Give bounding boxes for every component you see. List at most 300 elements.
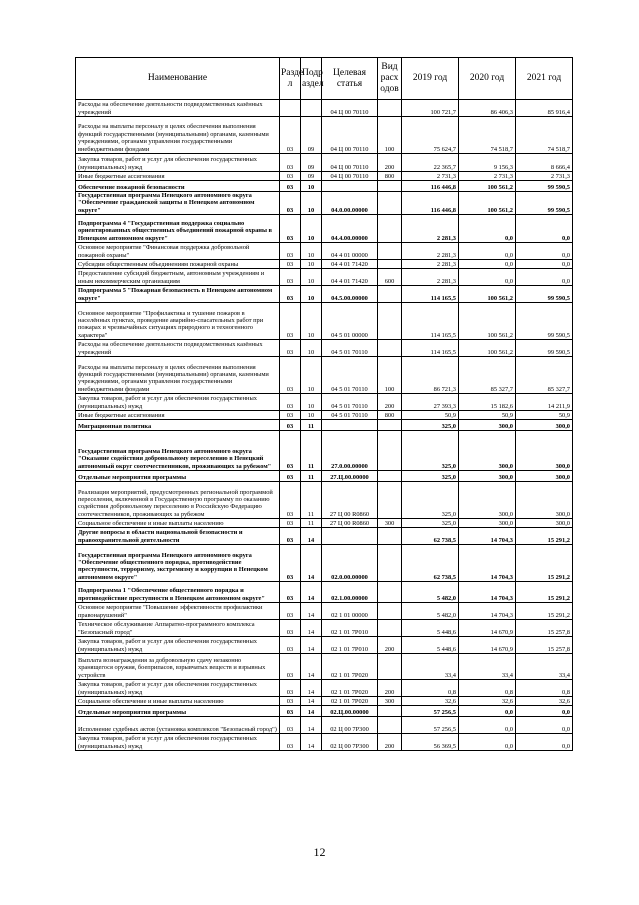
cell-subsection: 14 [301, 528, 322, 545]
cell-2019: 2 281,3 [402, 260, 459, 269]
page-number: 12 [313, 845, 326, 859]
table-row [76, 482, 573, 519]
cell-2020: 9 156,3 [459, 154, 516, 172]
table-row [76, 100, 573, 117]
cell-section: 03 [280, 519, 301, 528]
cell-2020: 14 670,9 [459, 637, 516, 654]
cell-2020: 32,6 [459, 697, 516, 706]
table-row [76, 260, 573, 269]
cell-2020: 0,0 [459, 706, 516, 717]
cell-expense-type: 200 [378, 680, 402, 697]
table-row [76, 545, 573, 582]
cell-2019: 56 369,5 [402, 734, 459, 751]
cell-2020: 100 561,2 [459, 340, 516, 357]
cell-name: Основное мероприятие "Финансовая поддержка добровольной пожарной охраны" [76, 243, 280, 260]
cell-subsection: 14 [301, 697, 322, 706]
cell-section: 03 [280, 482, 301, 519]
cell-subsection: 10 [301, 192, 322, 215]
cell-2020: 14 704,3 [459, 582, 516, 603]
cell-2021: 85 916,4 [516, 100, 573, 117]
cell-section: 03 [280, 620, 301, 637]
cell-name: Другие вопросы в области национальной безопасности и правоохранительной деятельности [76, 528, 280, 545]
cell-expense-type [378, 286, 402, 303]
cell-2020: 300,0 [459, 471, 516, 482]
cell-expense-type [378, 260, 402, 269]
header-year-2021: 2021 год [516, 58, 573, 100]
cell-2021: 32,6 [516, 697, 573, 706]
cell-name: Техническое обслуживание Аппаратно-программного комплекса "Безопасный город" [76, 620, 280, 637]
cell-article [322, 420, 378, 431]
cell-article: 02 1 01 7Р010 [322, 620, 378, 637]
cell-2020: 15 182,6 [459, 394, 516, 411]
cell-2021: 99 590,5 [516, 181, 573, 192]
cell-expense-type [378, 528, 402, 545]
cell-name: Социальное обеспечение и иные выплаты населению [76, 519, 280, 528]
cell-2021: 15 291,2 [516, 582, 573, 603]
table-row [76, 637, 573, 654]
cell-section: 03 [280, 734, 301, 751]
cell-2021: 0,8 [516, 680, 573, 697]
cell-subsection: 14 [301, 582, 322, 603]
cell-2020: 86 406,3 [459, 100, 516, 117]
cell-subsection: 10 [301, 340, 322, 357]
cell-2019: 62 738,5 [402, 528, 459, 545]
cell-section: 03 [280, 286, 301, 303]
cell-section: 03 [280, 394, 301, 411]
cell-section: 03 [280, 654, 301, 680]
cell-subsection: 11 [301, 482, 322, 519]
cell-expense-type [378, 340, 402, 357]
cell-article: 02 1 01 7Р020 [322, 697, 378, 706]
header-year-2019: 2019 год [402, 58, 459, 100]
table-row [76, 117, 573, 154]
table-row [76, 582, 573, 603]
table-row [76, 603, 573, 620]
cell-subsection: 14 [301, 734, 322, 751]
cell-name: Расходы на обеспечение деятельности подведомственных казённых учреждений [76, 100, 280, 117]
cell-2019: 22 365,7 [402, 154, 459, 172]
table-row [76, 411, 573, 420]
cell-2020: 85 327,7 [459, 357, 516, 394]
table-row [76, 431, 573, 471]
cell-2019: 62 738,5 [402, 545, 459, 582]
cell-subsection: 09 [301, 154, 322, 172]
cell-expense-type [378, 192, 402, 215]
table-body [76, 100, 573, 751]
cell-2019: 2 281,3 [402, 269, 459, 286]
cell-2020: 74 518,7 [459, 117, 516, 154]
cell-article: 02 Ц 00 7Р300 [322, 734, 378, 751]
cell-section: 03 [280, 260, 301, 269]
cell-name: Реализация мероприятий, предусмотренных региональной программой переселения, включенной в Государственную программу по оказанию содействия добровольному переселению в Российскую Федерацию соотечественников, проживающих за рубежом [76, 482, 280, 519]
cell-subsection: 11 [301, 519, 322, 528]
cell-expense-type [378, 620, 402, 637]
cell-2021: 15 291,2 [516, 528, 573, 545]
cell-section: 03 [280, 637, 301, 654]
table-header [76, 58, 573, 100]
table-row [76, 172, 573, 181]
cell-2020: 0,0 [459, 734, 516, 751]
cell-subsection: 14 [301, 680, 322, 697]
cell-2019: 2 281,3 [402, 215, 459, 243]
table-row [76, 154, 573, 172]
cell-subsection: 10 [301, 394, 322, 411]
header-article: Целевая статья [322, 58, 378, 100]
cell-article [322, 528, 378, 545]
cell-2021: 15 257,8 [516, 637, 573, 654]
header-subsection: Подр аздел [301, 58, 322, 100]
cell-subsection: 14 [301, 637, 322, 654]
table-row [76, 706, 573, 717]
cell-article: 27 Ц 00 R0860 [322, 482, 378, 519]
cell-2019: 5 482,0 [402, 603, 459, 620]
cell-article: 02 1 01 7Р020 [322, 680, 378, 697]
cell-section: 03 [280, 603, 301, 620]
cell-name: Закупка товаров, работ и услуг для обеспечения государственных (муниципальных) нужд [76, 734, 280, 751]
table-row [76, 394, 573, 411]
cell-expense-type [378, 717, 402, 734]
cell-2021: 300,0 [516, 431, 573, 471]
cell-subsection: 11 [301, 471, 322, 482]
cell-subsection: 10 [301, 286, 322, 303]
cell-2019: 33,4 [402, 654, 459, 680]
cell-section: 03 [280, 420, 301, 431]
cell-article: 27.0.00.00000 [322, 431, 378, 471]
cell-2020: 0,0 [459, 215, 516, 243]
cell-section: 03 [280, 172, 301, 181]
cell-2020: 100 561,2 [459, 286, 516, 303]
cell-article: 02 1 01 7Р020 [322, 654, 378, 680]
cell-subsection: 10 [301, 303, 322, 340]
cell-section: 03 [280, 357, 301, 394]
cell-section: 03 [280, 181, 301, 192]
cell-2020: 300,0 [459, 519, 516, 528]
cell-expense-type [378, 582, 402, 603]
cell-expense-type: 800 [378, 172, 402, 181]
cell-expense-type: 100 [378, 357, 402, 394]
cell-article: 02 1 01 00000 [322, 603, 378, 620]
cell-subsection: 14 [301, 603, 322, 620]
cell-2021: 33,4 [516, 654, 573, 680]
header-section: Разде л [280, 58, 301, 100]
cell-2019: 2 731,3 [402, 172, 459, 181]
cell-2019: 86 721,3 [402, 357, 459, 394]
cell-article: 04.5.00.00000 [322, 286, 378, 303]
cell-article: 04 Ц 00 70110 [322, 100, 378, 117]
cell-article: 04 4 01 71420 [322, 260, 378, 269]
cell-subsection: 09 [301, 117, 322, 154]
cell-subsection: 14 [301, 545, 322, 582]
cell-name: Предоставление субсидий бюджетным, автономным учреждениям и иным некоммерческим организациям [76, 269, 280, 286]
table-row [76, 620, 573, 637]
table-row [76, 680, 573, 697]
cell-section: 03 [280, 411, 301, 420]
cell-2019: 57 256,5 [402, 717, 459, 734]
cell-subsection: 10 [301, 411, 322, 420]
cell-2021: 15 257,8 [516, 620, 573, 637]
cell-subsection: 10 [301, 357, 322, 394]
cell-article: 02.1.00.00000 [322, 582, 378, 603]
cell-expense-type: 200 [378, 154, 402, 172]
cell-expense-type [378, 100, 402, 117]
cell-2019: 325,0 [402, 482, 459, 519]
table-row [76, 471, 573, 482]
cell-section: 03 [280, 680, 301, 697]
cell-expense-type: 300 [378, 519, 402, 528]
cell-article: 02 1 01 7Р010 [322, 637, 378, 654]
cell-2021: 0,0 [516, 260, 573, 269]
table-row [76, 528, 573, 545]
cell-2021: 0,0 [516, 734, 573, 751]
table-row [76, 243, 573, 260]
cell-name: Государственная программа Ненецкого автономного округа "Оказание содействия добровольному переселению в Ненецкий автономный округ соотечественников, проживающих за рубежом" [76, 431, 280, 471]
cell-name: Расходы на выплаты персоналу в целях обеспечения выполнения функций государственными (муниципальными) органами, казенными учреждениями, органами управления государственными внебюджетными фондами [76, 357, 280, 394]
table-row [76, 734, 573, 751]
cell-name: Основное мероприятие "Повышение эффективности профилактики правонарушений" [76, 603, 280, 620]
cell-2019: 325,0 [402, 431, 459, 471]
cell-2019: 5 482,0 [402, 582, 459, 603]
cell-expense-type [378, 603, 402, 620]
cell-expense-type [378, 420, 402, 431]
cell-2020: 0,8 [459, 680, 516, 697]
table-row [76, 286, 573, 303]
cell-expense-type [378, 215, 402, 243]
cell-name: Исполнение судебных актов (установка комплексов "Безопасный город") [76, 717, 280, 734]
cell-expense-type: 600 [378, 269, 402, 286]
cell-subsection: 10 [301, 269, 322, 286]
cell-2019: 57 256,5 [402, 706, 459, 717]
cell-name: Иные бюджетные ассигнования [76, 172, 280, 181]
cell-2020: 0,0 [459, 260, 516, 269]
cell-expense-type [378, 545, 402, 582]
cell-2021: 14 211,9 [516, 394, 573, 411]
cell-2020: 14 670,9 [459, 620, 516, 637]
cell-2019: 5 448,6 [402, 620, 459, 637]
cell-expense-type: 200 [378, 394, 402, 411]
cell-2020: 14 704,3 [459, 603, 516, 620]
cell-name: Основное мероприятие "Профилактика и тушение пожаров в населённых пунктах, проведение аварийно-спасательных работ при пожарах и чрезвычайных ситуациях природного и техногенного характера" [76, 303, 280, 340]
cell-section: 03 [280, 582, 301, 603]
cell-section: 03 [280, 717, 301, 734]
cell-name: Отдельные мероприятия программы [76, 706, 280, 717]
cell-2019: 114 165,5 [402, 340, 459, 357]
cell-2020: 0,0 [459, 243, 516, 260]
cell-section: 03 [280, 154, 301, 172]
cell-2021: 2 731,3 [516, 172, 573, 181]
cell-2019: 114 165,5 [402, 303, 459, 340]
cell-section: 03 [280, 697, 301, 706]
cell-subsection: 14 [301, 620, 322, 637]
cell-name: Обеспечение пожарной безопасности [76, 181, 280, 192]
cell-name: Закупка товаров, работ и услуг для обеспечения государственных (муниципальных) нужд [76, 394, 280, 411]
cell-2021: 50,9 [516, 411, 573, 420]
cell-expense-type: 100 [378, 117, 402, 154]
cell-2019: 100 721,7 [402, 100, 459, 117]
cell-2021: 0,0 [516, 269, 573, 286]
cell-article: 27.Ц.00.00000 [322, 471, 378, 482]
cell-name: Закупка товаров, работ и услуг для обеспечения государственных (муниципальных) нужд [76, 154, 280, 172]
cell-2021: 300,0 [516, 482, 573, 519]
cell-section: 03 [280, 471, 301, 482]
cell-section [280, 100, 301, 117]
cell-section: 03 [280, 243, 301, 260]
cell-expense-type [378, 431, 402, 471]
cell-subsection: 10 [301, 243, 322, 260]
cell-section: 03 [280, 215, 301, 243]
cell-section: 03 [280, 545, 301, 582]
header-expense-type: Вид расх одов [378, 58, 402, 100]
cell-2020: 14 704,3 [459, 528, 516, 545]
cell-article: 04 Ц 00 70110 [322, 154, 378, 172]
cell-subsection [301, 100, 322, 117]
cell-expense-type: 800 [378, 411, 402, 420]
cell-name: Закупка товаров, работ и услуг для обеспечения государственных (муниципальных) нужд [76, 680, 280, 697]
cell-name: Государственная программа Ненецкого автономного округа "Обеспечение общественного порядка, противодействие преступности, терроризму, экстремизму и коррупции в Ненецком автономном округе" [76, 545, 280, 582]
cell-section: 03 [280, 340, 301, 357]
cell-expense-type [378, 243, 402, 260]
cell-2020: 0,0 [459, 269, 516, 286]
cell-expense-type [378, 706, 402, 717]
cell-subsection: 10 [301, 215, 322, 243]
cell-2020: 300,0 [459, 420, 516, 431]
cell-2021: 99 590,5 [516, 303, 573, 340]
cell-article: 02.Ц.00.00000 [322, 706, 378, 717]
cell-2019: 114 165,5 [402, 286, 459, 303]
cell-2020: 0,0 [459, 717, 516, 734]
cell-subsection: 11 [301, 431, 322, 471]
cell-2021: 15 291,2 [516, 603, 573, 620]
table-row [76, 192, 573, 215]
cell-subsection: 10 [301, 260, 322, 269]
table-row [76, 519, 573, 528]
cell-expense-type: 200 [378, 637, 402, 654]
cell-2019: 50,9 [402, 411, 459, 420]
cell-section: 03 [280, 303, 301, 340]
cell-2021: 0,0 [516, 717, 573, 734]
cell-2020: 300,0 [459, 431, 516, 471]
cell-2021: 85 327,7 [516, 357, 573, 394]
cell-article: 04 Ц 00 70110 [322, 117, 378, 154]
cell-2021: 74 518,7 [516, 117, 573, 154]
cell-2019: 32,6 [402, 697, 459, 706]
cell-article: 04.0.00.00000 [322, 192, 378, 215]
cell-2019: 2 281,3 [402, 243, 459, 260]
cell-name: Миграционная политика [76, 420, 280, 431]
cell-2020: 50,9 [459, 411, 516, 420]
cell-article: 04 5 01 70110 [322, 394, 378, 411]
cell-2019: 116 446,8 [402, 192, 459, 215]
cell-2019: 116 446,8 [402, 181, 459, 192]
cell-name: Закупка товаров, работ и услуг для обеспечения государственных (муниципальных) нужд [76, 637, 280, 654]
cell-name: Выплата вознаграждения за добровольную сдачу незаконно хранящегося оружия, боеприпасов, взрывчатых веществ и взрывных устройств [76, 654, 280, 680]
cell-section: 03 [280, 528, 301, 545]
table-row [76, 215, 573, 243]
cell-name: Государственная программа Ненецкого автономного округа "Обеспечение гражданской защиты в Ненецком автономном округе" [76, 192, 280, 215]
cell-2021: 99 590,5 [516, 286, 573, 303]
cell-section: 03 [280, 269, 301, 286]
cell-article: 04 5 01 70110 [322, 411, 378, 420]
cell-2020: 100 561,2 [459, 303, 516, 340]
header-year-2020: 2020 год [459, 58, 516, 100]
budget-table [75, 57, 573, 751]
cell-2019: 325,0 [402, 420, 459, 431]
cell-2021: 300,0 [516, 519, 573, 528]
cell-section: 03 [280, 192, 301, 215]
cell-article: 27 Ц 00 R0860 [322, 519, 378, 528]
cell-article: 04 5 01 70110 [322, 357, 378, 394]
cell-expense-type: 300 [378, 697, 402, 706]
cell-name: Социальное обеспечение и иные выплаты населению [76, 697, 280, 706]
cell-article: 04 5 01 00000 [322, 303, 378, 340]
cell-name: Расходы на выплаты персоналу в целях обеспечения выполнения функций государственными (муниципальными) органами, казенными учреждениями, органами управления государственными внебюджетными фондами [76, 117, 280, 154]
cell-subsection: 14 [301, 717, 322, 734]
cell-name: Расходы на обеспечение деятельности подведомственных казённых учреждений [76, 340, 280, 357]
table-row [76, 303, 573, 340]
cell-2021: 15 291,2 [516, 545, 573, 582]
cell-expense-type: 200 [378, 734, 402, 751]
table-row [76, 697, 573, 706]
cell-expense-type [378, 303, 402, 340]
cell-2019: 0,8 [402, 680, 459, 697]
cell-2021: 0,0 [516, 243, 573, 260]
cell-section: 03 [280, 117, 301, 154]
table-row [76, 340, 573, 357]
cell-2020: 14 704,3 [459, 545, 516, 582]
cell-subsection: 14 [301, 706, 322, 717]
cell-name: Подпрограмма 5 "Пожарная безопасность в Ненецком автономном округе" [76, 286, 280, 303]
cell-name: Иные бюджетные ассигнования [76, 411, 280, 420]
cell-article: 04.4.00.00000 [322, 215, 378, 243]
cell-name: Отдельные мероприятия программы [76, 471, 280, 482]
cell-expense-type [378, 482, 402, 519]
table-row [76, 357, 573, 394]
cell-2021: 300,0 [516, 471, 573, 482]
cell-name: Подпрограмма 1 "Обеспечение общественного порядка и противодействие преступности в Ненецком автономном округе" [76, 582, 280, 603]
cell-2019: 75 624,7 [402, 117, 459, 154]
cell-2021: 8 666,4 [516, 154, 573, 172]
table-row [76, 269, 573, 286]
table-row [76, 717, 573, 734]
cell-article: 04 Ц 00 70110 [322, 172, 378, 181]
table-row [76, 420, 573, 431]
cell-2021: 0,0 [516, 215, 573, 243]
cell-2021: 0,0 [516, 706, 573, 717]
cell-2021: 99 590,5 [516, 340, 573, 357]
cell-subsection: 09 [301, 172, 322, 181]
cell-article: 02 Ц 00 7Р300 [322, 717, 378, 734]
cell-2020: 33,4 [459, 654, 516, 680]
cell-subsection: 14 [301, 654, 322, 680]
cell-subsection: 11 [301, 420, 322, 431]
cell-article: 04 5 01 70110 [322, 340, 378, 357]
cell-2019: 27 393,3 [402, 394, 459, 411]
table-row [76, 654, 573, 680]
cell-name: Подпрограмма 4 "Государственная поддержка социально ориентированных общественных объединений пожарной охраны в Ненецком автономном округе" [76, 215, 280, 243]
cell-name: Субсидии общественным объединениям пожарной охраны [76, 260, 280, 269]
cell-2020: 100 561,2 [459, 181, 516, 192]
cell-article: 04 4 01 71420 [322, 269, 378, 286]
cell-2019: 5 448,6 [402, 637, 459, 654]
header-name: Наименование [76, 58, 280, 100]
cell-2020: 300,0 [459, 482, 516, 519]
cell-2019: 325,0 [402, 471, 459, 482]
cell-section: 03 [280, 431, 301, 471]
cell-section: 03 [280, 706, 301, 717]
cell-expense-type [378, 471, 402, 482]
cell-2021: 300,0 [516, 420, 573, 431]
cell-article [322, 181, 378, 192]
table-row [76, 181, 573, 192]
